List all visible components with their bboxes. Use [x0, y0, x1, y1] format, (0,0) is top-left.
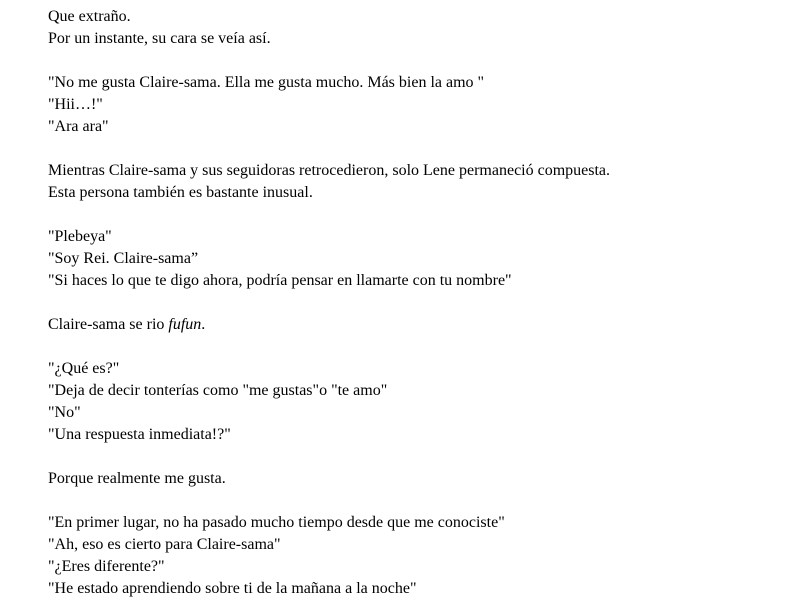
italic-word: fufun [168, 316, 202, 333]
blank-line [48, 138, 788, 160]
text-line: Esta persona también es bastante inusual. [48, 184, 313, 201]
blank-line [48, 292, 788, 314]
dialogue-line: "Ara ara" [48, 118, 109, 135]
dialogue-line: "Hii…!" [48, 96, 103, 113]
blank-line [48, 446, 788, 468]
text-segment: . [201, 316, 206, 333]
dialogue-line: "Una respuesta inmediata!?" [48, 426, 231, 443]
blank-line [48, 336, 788, 358]
blank-line [48, 490, 788, 512]
text-line: Porque realmente me gusta. [48, 470, 226, 487]
dialogue-line: "Plebeya" [48, 228, 112, 245]
dialogue-line: "Soy Rei. Claire-sama” [48, 250, 199, 267]
document-body [48, 6, 788, 600]
dialogue-line: "No" [48, 404, 81, 421]
dialogue-line: "No me gusta Claire-sama. Ella me gusta mucho. Más bien la amo " [48, 74, 485, 91]
text-line: Por un instante, su cara se veía así. [48, 30, 271, 47]
text-line: Mientras Claire-sama y sus seguidoras retrocedieron, solo Lene permaneció compuesta. [48, 162, 611, 179]
blank-line [48, 50, 788, 72]
text-line-with-italic [48, 314, 788, 336]
dialogue-line: "Si haces lo que te digo ahora, podría pensar en llamarte con tu nombre" [48, 272, 512, 289]
blank-line [48, 204, 788, 226]
dialogue-line: "Ah, eso es cierto para Claire-sama" [48, 536, 281, 553]
text-segment: Claire-sama se rio [48, 316, 169, 333]
text-line: Que extraño. [48, 8, 131, 25]
dialogue-line: "He estado aprendiendo sobre ti de la mañana a la noche" [48, 580, 417, 597]
dialogue-line: "¿Eres diferente?" [48, 558, 165, 575]
dialogue-line: "¿Qué es?" [48, 360, 120, 377]
dialogue-line: "En primer lugar, no ha pasado mucho tiempo desde que me conociste" [48, 514, 505, 531]
dialogue-line: "Deja de decir tonterías como "me gustas"o "te amo" [48, 382, 388, 399]
